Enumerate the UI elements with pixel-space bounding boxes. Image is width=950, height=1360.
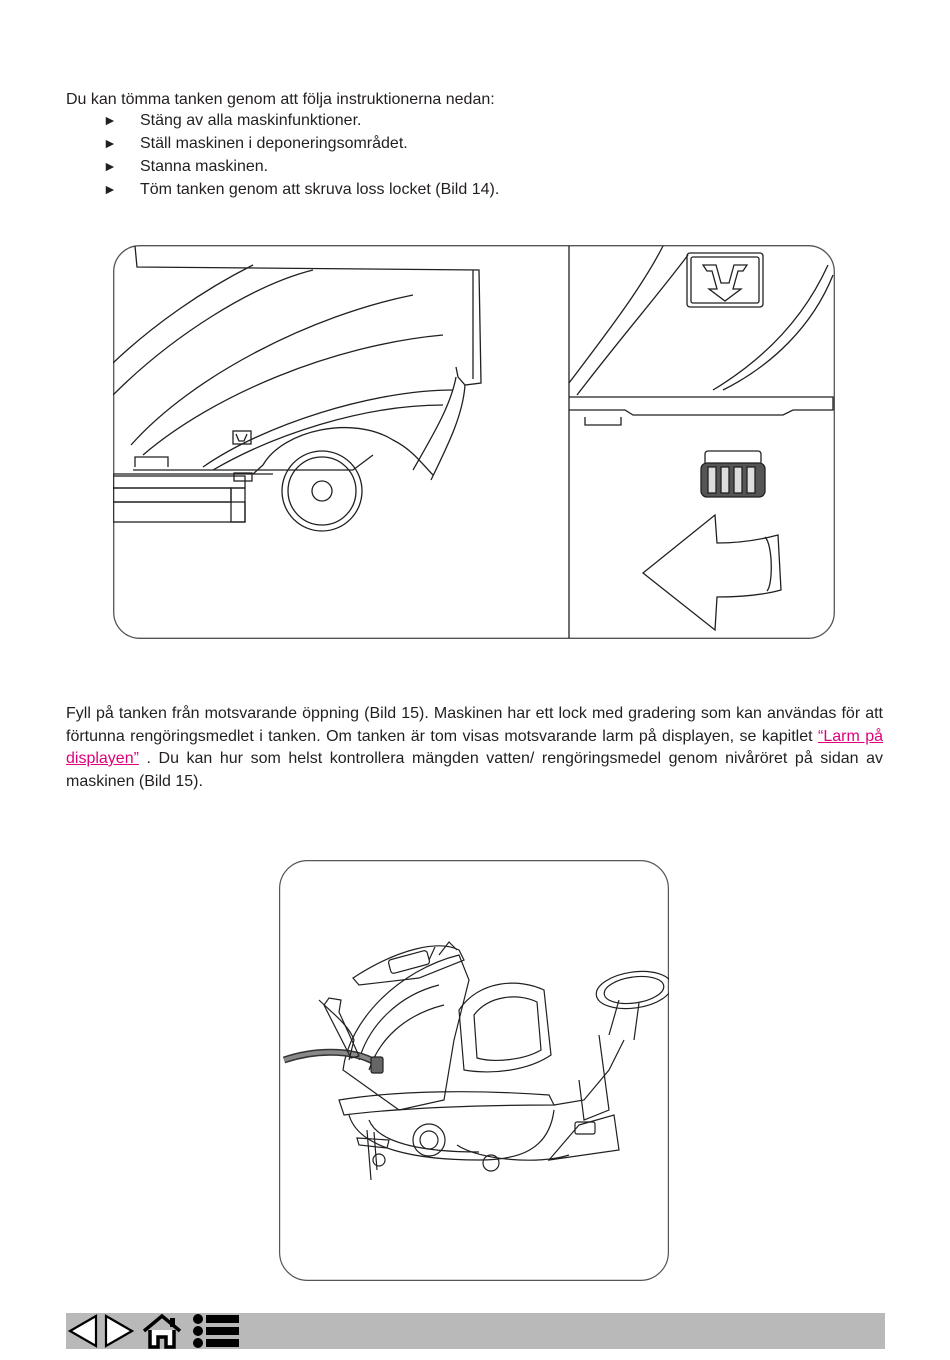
fill-hose-illustration [284, 1000, 383, 1073]
link-larm-pa-displayen[interactable]: “Larm på displayen” [66, 727, 883, 767]
step-text: Stäng av alla maskinfunktioner. [140, 112, 362, 129]
previous-page-icon[interactable] [66, 1313, 100, 1349]
machine-side-illustration [113, 246, 481, 531]
list-item [103, 132, 499, 155]
bullet-arrow-icon: ► [103, 112, 117, 128]
bullet-arrow-icon: ► [103, 181, 117, 197]
step-list [103, 109, 499, 201]
step-text: Töm tanken genom att skruva loss locket (Bild 14). [140, 181, 500, 198]
next-page-icon[interactable] [102, 1313, 136, 1349]
bullet-arrow-icon: ► [103, 158, 117, 174]
step-text: Ställ maskinen i deponeringsområdet. [140, 135, 408, 152]
left-arrow-graphic [643, 515, 781, 630]
paragraph-text: Fyll på tanken från motsvarande öppning (Bild 15). Maskinen har ett lock med gradering som kan användas för att förtunna rengöringsmedlet i tanken. Om tanken är tom visas motsvarande larm på displayen, se kapitlet [66, 705, 883, 745]
table-of-contents-icon[interactable] [192, 1313, 240, 1349]
figure-frame [280, 861, 669, 1281]
scrubber-machine-illustration [339, 942, 669, 1171]
list-item [103, 178, 499, 201]
fill-tank-paragraph [66, 703, 883, 793]
tank-cap-illustration [701, 451, 765, 497]
intro-text: Du kan tömma tanken genom att följa instruktionerna nedan: [66, 91, 495, 108]
machine-top-illustration [569, 246, 833, 425]
list-item [103, 109, 499, 132]
bullet-arrow-icon: ► [103, 135, 117, 151]
footer-bar [66, 1313, 885, 1349]
arrow-tail-detail [765, 537, 771, 591]
step-text: Stanna maskinen. [140, 158, 269, 175]
figure-tank-fill [279, 860, 669, 1281]
drain-symbol-icon [687, 253, 763, 307]
paragraph-text: . Du kan hur som helst kontrollera mängden vatten/ rengöringsmedel genom nivåröret på sidan av maskinen (Bild 15). [66, 750, 883, 790]
figure-frame [114, 246, 835, 639]
home-icon[interactable] [141, 1313, 183, 1349]
list-item [103, 155, 499, 178]
figure-tank-drain [113, 245, 835, 639]
level-tube-illustration [324, 998, 389, 1180]
